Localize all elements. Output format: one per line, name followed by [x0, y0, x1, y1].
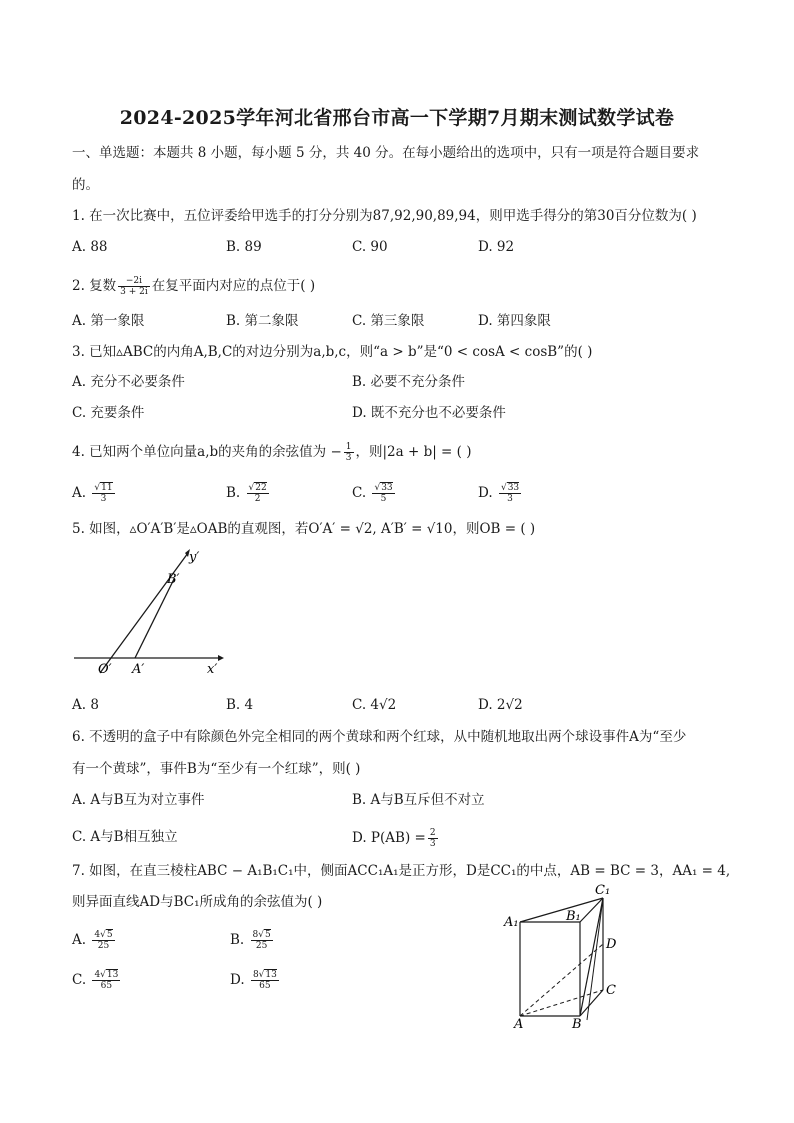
- segment-c1-b-front: [587, 898, 603, 1020]
- q3-option-b: B. 必要不充分条件: [352, 374, 466, 390]
- q2-option-d: D. 第四象限: [478, 313, 551, 329]
- q5-option-d: D. 2√2: [478, 697, 523, 713]
- label-b1: B₁: [566, 909, 581, 924]
- label-d: D: [606, 937, 617, 952]
- q5-option-c: C. 4√2: [352, 697, 397, 713]
- q2-option-c: C. 第三象限: [352, 313, 425, 329]
- label-y: y′: [189, 550, 200, 565]
- q7-option-c: C. $\frac{4√13}{65}$: [72, 970, 119, 991]
- q2-stem-pre: 2. 复数: [72, 278, 117, 294]
- q1-option-a: A. 88: [72, 239, 108, 255]
- q2-stem: [72, 276, 315, 297]
- q2-option-b: B. 第二象限: [226, 313, 299, 329]
- label-a1: A₁: [504, 915, 519, 930]
- q1-option-c: C. 90: [352, 239, 388, 255]
- q7-stem-line1: 7. 如图，在直三棱柱ABC − A₁B₁C₁中，侧面ACC₁A₁是正方形，D是CC₁的中点，AB = BC = 3，AA₁ = 4,: [72, 863, 731, 879]
- q3-option-a: A. 充分不必要条件: [72, 374, 185, 390]
- q7-option-b: B. $\frac{8√5}{25}$: [230, 930, 271, 951]
- q2-frac-num: −2i: [118, 276, 150, 287]
- q7-prism-figure: [500, 880, 630, 1030]
- q4-cos-den: 3: [345, 453, 352, 463]
- q1-option-b: B. 89: [226, 239, 262, 255]
- q4-option-b: B. $\frac{√22}{2}$: [226, 483, 267, 504]
- q7-option-d: D. $\frac{8√13}{65}$: [230, 970, 277, 991]
- q6-option-d: D. P(AB) = $\frac{2}{3}$: [352, 828, 436, 849]
- segment-b-c1: [580, 898, 603, 1016]
- segment-a-d-hidden: [520, 944, 603, 1016]
- q7-option-a: A. $\frac{4√5}{25}$: [72, 930, 113, 951]
- q3-stem: 3. 已知▵ABC的内角A,B,C的对边分别为a,b,c，则“a > b”是“0 < cosA < cosB”的( ): [72, 344, 593, 360]
- q5-option-a: A. 8: [72, 697, 99, 713]
- x-axis-arrow: [218, 655, 224, 661]
- q4-cos-num: 1: [345, 442, 352, 452]
- q4-option-d: D. $\frac{√33}{3}$: [478, 483, 520, 504]
- q6-option-b: B. A与B互斥但不对立: [352, 792, 485, 808]
- q3-option-d: D. 既不充分也不必要条件: [352, 405, 506, 421]
- label-a: A′: [132, 662, 145, 677]
- q3-option-c: C. 充要条件: [72, 405, 145, 421]
- y-axis-line: [100, 553, 188, 673]
- edge-a-c-hidden: [520, 990, 603, 1016]
- label-x: x′: [207, 662, 218, 677]
- q1-stem: 1. 在一次比赛中，五位评委给甲选手的打分分别为87,92,90,89,94，则甲选手得分的第30百分位数为( ): [72, 208, 697, 224]
- q6-stem-line1: 6. 不透明的盒子中有除颜色外完全相同的两个黄球和两个红球，从中随机地取出两个球设事件A为“至少: [72, 729, 687, 745]
- q2-frac-den: 3 + 2i: [120, 287, 148, 297]
- section-heading-line1: 一、单选题：本题共 8 小题，每小题 5 分，共 40 分。在每小题给出的选项中，只有一项是符合题目要求: [72, 145, 700, 161]
- label-b: B: [572, 1017, 582, 1030]
- q7-stem-line2: 则异面直线AD与BC₁所成角的余弦值为( ): [72, 894, 323, 910]
- segment-a-b: [135, 579, 174, 658]
- label-a: A: [514, 1017, 524, 1030]
- q4-option-a: A. $\frac{√11}{3}$: [72, 483, 113, 504]
- q2-fraction: [118, 276, 150, 297]
- q1-option-d: D. 92: [478, 239, 515, 255]
- edge-b-c: [580, 990, 603, 1016]
- label-o: O′: [98, 662, 112, 677]
- q5-oblique-figure: [70, 545, 230, 680]
- edge-a1-c1: [520, 898, 603, 922]
- q6-option-a: A. A与B互为对立事件: [72, 792, 205, 808]
- label-b: B′: [167, 572, 180, 587]
- q4-stem-post: ，则|2a + b| = ( ): [355, 444, 472, 460]
- q4-stem-pre: 4. 已知两个单位向量a,b的夹角的余弦值为 −: [72, 444, 342, 460]
- section-heading-line2: 的。: [72, 177, 99, 193]
- q6-option-c: C. A与B相互独立: [72, 829, 178, 845]
- q4-cos-fraction: [344, 442, 354, 463]
- label-c1: C₁: [595, 883, 611, 898]
- q4-stem: [72, 442, 472, 463]
- q6-stem-line2: 有一个黄球”，事件B为“至少有一个红球”，则( ): [72, 761, 361, 777]
- q5-stem: 5. 如图，▵O′A′B′是▵OAB的直观图，若O′A′ = √2, A′B′ = √10，则OB = ( ): [72, 521, 536, 537]
- label-c: C: [606, 983, 616, 998]
- q2-option-a: A. 第一象限: [72, 313, 145, 329]
- q4-option-c: C. $\frac{√33}{5}$: [352, 483, 393, 504]
- q2-stem-post: 在复平面内对应的点位于( ): [151, 278, 316, 294]
- exam-title: 2024-2025学年河北省邢台市高一下学期7月期末测试数学试卷: [119, 107, 675, 129]
- q5-option-b: B. 4: [226, 697, 254, 713]
